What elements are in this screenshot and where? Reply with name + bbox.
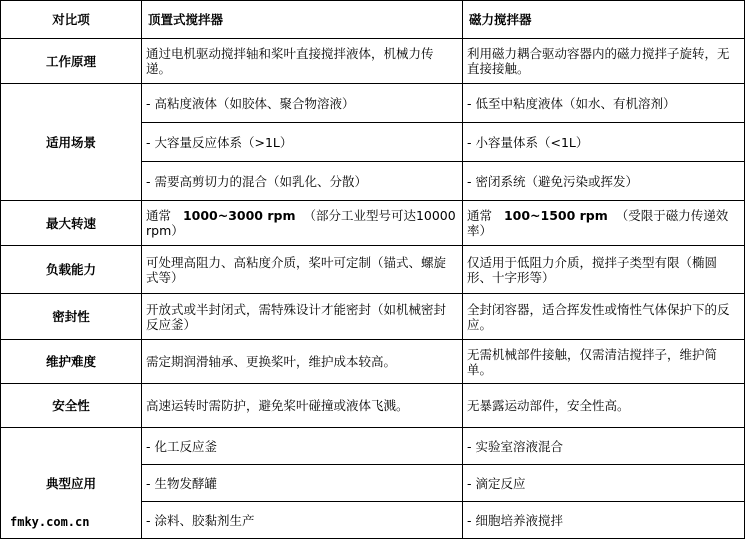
row-scenarios — [1, 84, 745, 123]
cell-safety-overhead: 高速运转时需防护，避免桨叶碰撞或液体飞溅。 — [142, 384, 463, 428]
cell-speed-overhead — [142, 201, 463, 246]
row-load — [1, 246, 745, 294]
header-row — [1, 1, 745, 39]
watermark-text: fmky.com.cn — [10, 515, 90, 529]
cell-application-magnetic: - 滴定反应 — [463, 465, 745, 502]
speed-prefix: 通常 — [146, 208, 172, 223]
cell-application-overhead: - 涂料、胶黏剂生产 — [142, 502, 463, 539]
cell-load-magnetic: 仅适用于低阻力介质，搅拌子类型有限（椭圆形、十字形等） — [463, 246, 745, 294]
cell-scenario-magnetic: - 密闭系统（避免污染或挥发） — [463, 162, 745, 201]
row-sealing — [1, 294, 745, 340]
row-applications — [1, 428, 745, 465]
row-label-applications: 典型应用 — [1, 428, 142, 539]
cell-maintenance-overhead: 需定期润滑轴承、更换桨叶，维护成本较高。 — [142, 340, 463, 384]
cell-sealing-overhead: 开放式或半封闭式，需特殊设计才能密封（如机械密封反应釜） — [142, 294, 463, 340]
cell-scenario-overhead: - 高粘度液体（如胶体、聚合物溶液） — [142, 84, 463, 123]
row-maintenance — [1, 340, 745, 384]
speed-note: （部分工业型号可达10000 rpm） — [146, 208, 456, 238]
cell-scenario-overhead: - 大容量反应体系（>1L） — [142, 123, 463, 162]
cell-safety-magnetic: 无暴露运动部件，安全性高。 — [463, 384, 745, 428]
header-magnetic-stirrer: 磁力搅拌器 — [463, 1, 745, 39]
row-label-principle: 工作原理 — [1, 39, 142, 84]
speed-value: 1000~3000 rpm — [182, 208, 296, 223]
header-overhead-stirrer: 顶置式搅拌器 — [142, 1, 463, 39]
row-principle — [1, 39, 745, 84]
cell-scenario-magnetic: - 小容量体系（<1L） — [463, 123, 745, 162]
row-label-safety: 安全性 — [1, 384, 142, 428]
cell-application-overhead: - 生物发酵罐 — [142, 465, 463, 502]
row-safety — [1, 384, 745, 428]
cell-application-overhead: - 化工反应釜 — [142, 428, 463, 465]
cell-speed-magnetic — [463, 201, 745, 246]
row-label-sealing: 密封性 — [1, 294, 142, 340]
cell-sealing-magnetic: 全封闭容器，适合挥发性或惰性气体保护下的反应。 — [463, 294, 745, 340]
header-compare-item: 对比项 — [1, 1, 142, 39]
row-label-maintenance: 维护难度 — [1, 340, 142, 384]
cell-scenario-overhead: - 需要高剪切力的混合（如乳化、分散） — [142, 162, 463, 201]
cell-load-overhead: 可处理高阻力、高粘度介质，桨叶可定制（锚式、螺旋式等） — [142, 246, 463, 294]
cell-application-magnetic: - 实验室溶液混合 — [463, 428, 745, 465]
speed-note: （受限于磁力传递效率） — [467, 208, 729, 238]
cell-application-magnetic: - 细胞培养液搅拌 — [463, 502, 745, 539]
speed-value: 100~1500 rpm — [503, 208, 608, 223]
speed-prefix: 通常 — [467, 208, 493, 223]
row-speed — [1, 201, 745, 246]
row-label-scenarios: 适用场景 — [1, 84, 142, 201]
cell-maintenance-magnetic: 无需机械部件接触，仅需清洁搅拌子，维护简单。 — [463, 340, 745, 384]
row-label-speed: 最大转速 — [1, 201, 142, 246]
cell-principle-magnetic: 利用磁力耦合驱动容器内的磁力搅拌子旋转，无直接接触。 — [463, 39, 745, 84]
row-label-load: 负载能力 — [1, 246, 142, 294]
cell-principle-overhead: 通过电机驱动搅拌轴和桨叶直接搅拌液体，机械力传递。 — [142, 39, 463, 84]
cell-scenario-magnetic: - 低至中粘度液体（如水、有机溶剂） — [463, 84, 745, 123]
